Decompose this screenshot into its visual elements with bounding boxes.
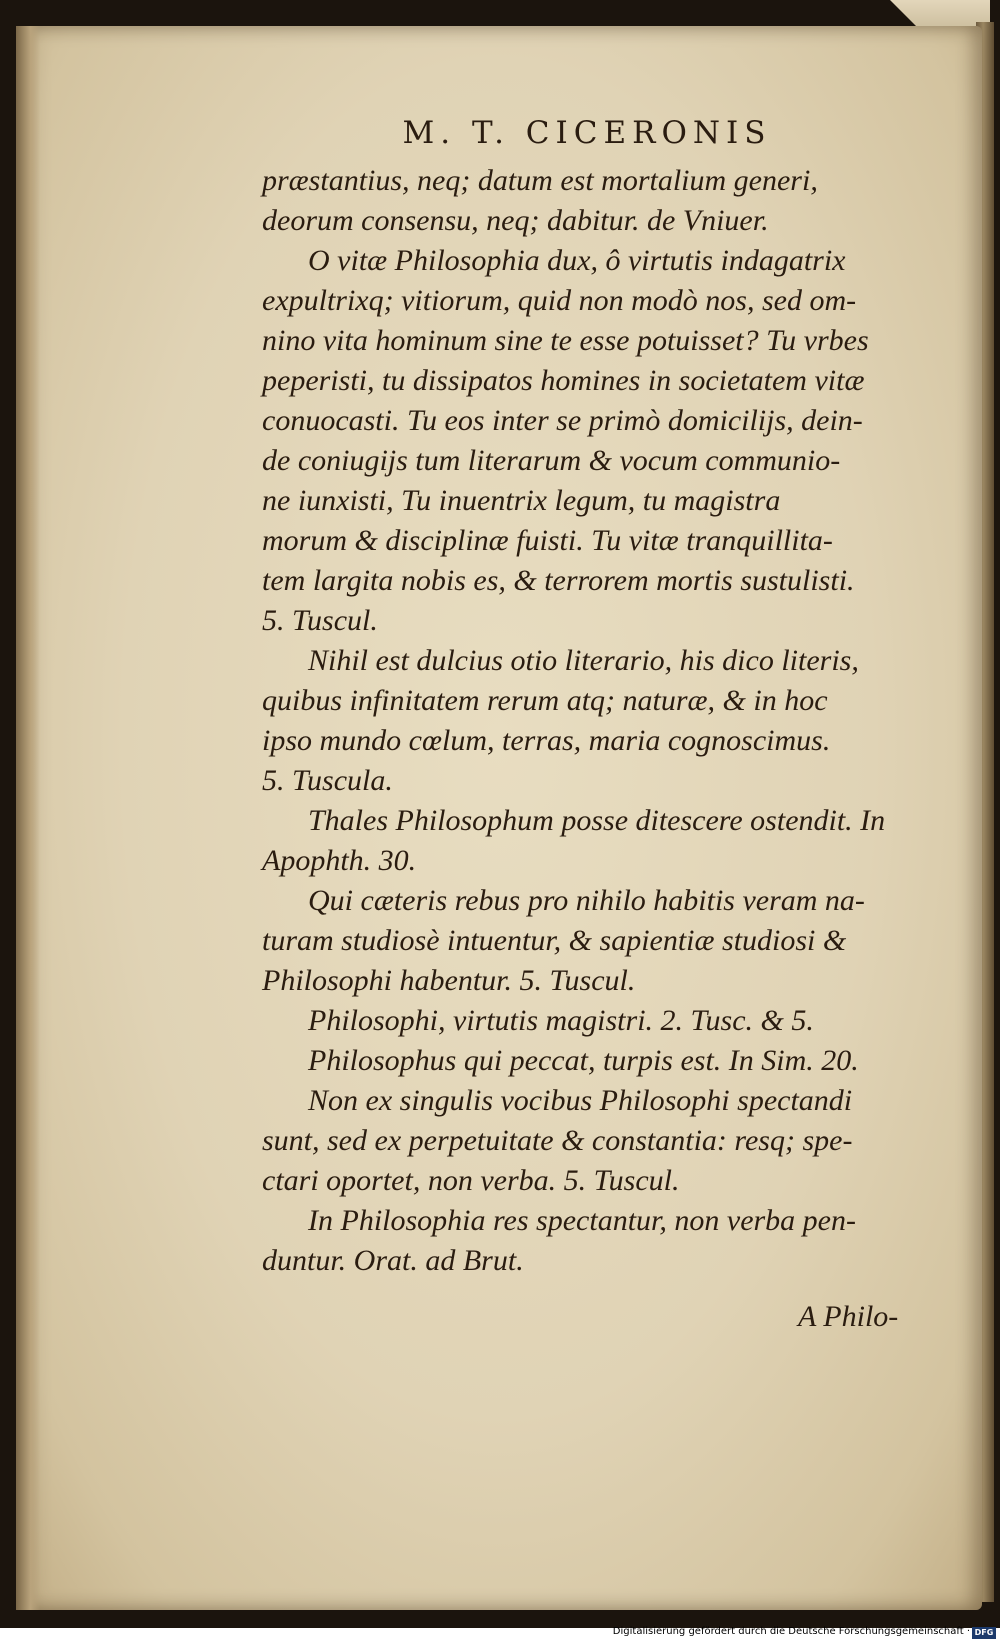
text-line: morum & disciplinæ fuisti. Tu vitæ tranquillita- xyxy=(262,524,833,557)
text-lines xyxy=(262,161,942,1281)
running-head: M. T. CICERONIS xyxy=(402,115,772,151)
text-line: turam studiosè intuentur, & sapientiæ studiosi & xyxy=(262,924,847,957)
text-line: Nihil est dulcius otio literario, his dico literis, xyxy=(308,644,859,677)
page-gutter xyxy=(16,26,40,1610)
text-line: quibus infinitatem rerum atq; naturæ, & in hoc xyxy=(262,684,828,717)
text-line: Non ex singulis vocibus Philosophi spectandi xyxy=(308,1084,853,1117)
catchword: A Philo- xyxy=(798,1300,899,1333)
text-line: Apophth. 30. xyxy=(262,844,417,877)
text-line: tem largita nobis es, & terrorem mortis sustulisti. xyxy=(262,564,855,597)
text-line: præstantius, neq; datum est mortalium generi, xyxy=(262,164,818,197)
text-line: ne iunxisti, Tu inuentrix legum, tu magistra xyxy=(262,484,781,517)
text-line: de coniugijs tum literarum & vocum communio- xyxy=(262,444,841,477)
text-line: peperisti, tu dissipatos homines in societatem vitæ xyxy=(262,364,865,397)
text-line: ipso mundo cœlum, terras, maria cognoscimus. xyxy=(262,724,831,757)
text-line: nino vita hominum sine te esse potuisset? Tu vrbes xyxy=(262,324,869,357)
text-line: Philosophi, virtutis magistri. 2. Tusc. & 5. xyxy=(308,1004,814,1037)
text-line: duntur. Orat. ad Brut. xyxy=(262,1244,524,1277)
text-line: Philosophi habentur. 5. Tuscul. xyxy=(262,964,636,997)
text-line: ctari oportet, non verba. 5. Tuscul. xyxy=(262,1164,680,1197)
funding-credit: Digitalisierung gefördert durch die Deutsche Forschungsgemeinschaft · xyxy=(612,1626,970,1637)
text-line: expultrixq; vitiorum, quid non modò nos, sed om- xyxy=(262,284,857,317)
text-line: Philosophus qui peccat, turpis est. In Sim. 20. xyxy=(308,1044,859,1077)
page-text-block xyxy=(262,110,942,1281)
text-line: Thales Philosophum posse ditescere ostendit. In xyxy=(308,804,886,837)
dfg-logo: DFG xyxy=(972,1627,996,1639)
text-line: O vitæ Philosophia dux, ô virtutis indagatrix xyxy=(308,244,846,277)
text-line: 5. Tuscul. xyxy=(262,604,378,637)
text-line: 5. Tuscula. xyxy=(262,764,393,797)
text-line: In Philosophia res spectantur, non verba pen- xyxy=(308,1204,856,1237)
text-line: Qui cæteris rebus pro nihilo habitis veram na- xyxy=(308,884,865,917)
text-line: deorum consensu, neq; dabitur. de Vniuer. xyxy=(262,204,769,237)
text-line: sunt, sed ex perpetuitate & constantia: resq; spe- xyxy=(262,1124,853,1157)
text-line: conuocasti. Tu eos inter se primò domicilijs, dein- xyxy=(262,404,863,437)
